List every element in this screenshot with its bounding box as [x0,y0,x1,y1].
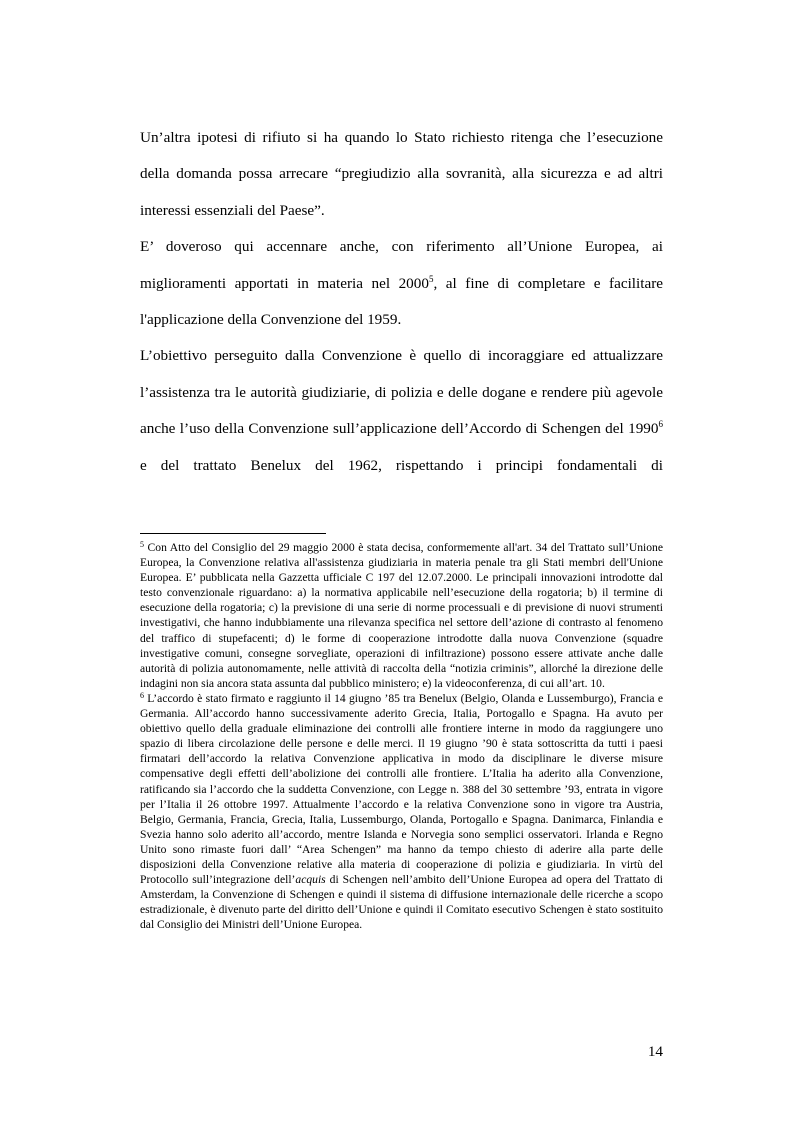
footnote-number: 5 [140,540,144,549]
footnote-separator [140,533,326,534]
footnote-ref-5[interactable]: 5 [428,273,434,284]
paragraph-objective: L’obiettivo perseguito dalla Convenzione è quello di incoraggiare ed attualizzare l’assistenza tra le autorità giudiziarie, di polizia e delle dogane e rendere più agevole anche l’uso della Convenzione sull’applicazione dell’Accordo di Schengen del 1990$^6$ e del trattato Benelux del 1962, rispettando i principi fondamentali di [140,347,663,474]
paragraph-eu-improvements: E’ doveroso qui accennare anche, con riferimento all’Unione Europea, ai miglioramenti apportati in materia nel 2000$^5$, al fine di completare e facilitare l'applicazione della Convenzione del 1959. [140,238,663,329]
page-number: 14 [647,1043,663,1060]
footnote-number: 6 [140,690,144,700]
footnote-6: $^6$ L’accordo è stato firmato e raggiunto il 14 giugno ’85 tra Benelux (Belgio, Olanda e Lussemburgo), Francia e Germania. All’accordo hanno successivamente aderito Grecia, Italia, Portogallo e Spagna. Ha avuto per obiettivo quello della graduale eliminazione dei controlli alle frontiere interne in modo da raggiungere uno spazio di libera circolazione delle persone e delle merci. Il 19 giugno ’90 è stata sottoscritta da tutti i paesi firmatari dell’accordo la relativa Convenzione applicativa in modo da disciplinare le diverse misure compensative degli effetti dell’abolizione dei controlli alle frontiere. L’Italia ha aderito alla Convenzione, ratificando sia l’accordo che la suddetta Convenzione, con Legge n. 388 del 30 settembre ’93, entrata in vigore per l’Italia il 26 ottobre 1997. Attualmente l’accordo e la relativa Convenzione sono in vigore tra Austria, Belgio, Germania, Francia, Grecia, Italia, Lussemburgo, Olanda, Portogallo e Spagna. Danimarca, Finlandia e Svezia hanno solo aderito all’accordo, mentre Islanda e Norvegia sono semplici osservatori. Irlanda e Regno Unito sono rimaste fuori dall’ “Area Schengen” ma hanno da tempo chiesto di aderire alla parte delle disposizioni della Convenzione relative alla materia di cooperazione di polizia e giudiziaria. In virtù del Protocollo sull’integrazione dell’acquis di Schengen nell’ambito dell’Unione Europea ad opera del Trattato di Amsterdam, la Convenzione di Schengen e quindi il sistema di diffusione internazionale delle ricerche a scopo estradizionale, è divenuto parte del diritto dell’Unione e quindi il Comitato esecutivo Schengen è stato sostituito dal Consiglio dei Ministri dell’Unione Europea. [140,690,663,932]
main-text [140,120,663,484]
footnote-ref-6[interactable]: 6 [658,419,663,430]
footnotes [140,540,663,932]
footnote-5: $^5$ Con Atto del Consiglio del 29 maggio 2000 è stata decisa, conformemente all'art. 34 del Trattato sull’Unione Europea, la Convenzione relativa all'assistenza giudiziaria in materia penale tra gli Stati membri dell'Unione Europea. E’ pubblicata nella Gazzetta ufficiale C 197 del 12.07.2000. Le principali innovazioni introdotte dal testo convenzionale riguardano: a) la normativa applicabile nell’esecuzione della rogatoria; b) il termine di esecuzione della rogatoria; c) la previsione di una serie di norme processuali e di previsione di nuovi strumenti investigativi, che hanno indubbiamente una rilevanza specifica nel settore dell’azione di contrasto al fenomeno del traffico di stupefacenti; d) le forme di cooperazione introdotte dalla nuova Convenzione (squadre investigative comuni, consegne sorvegliate, operazioni di infiltrazione) possono essere attivate anche dalle autorità di polizia autonomamente, nelle attività di raccolta della “notizia criminis”, allorché la direzione delle indagini non sia ancora stata assunta dal pubblico ministero; e) la videoconferenza, di cui all’art. 10. [140,540,663,690]
paragraph-refusal: Un’altra ipotesi di rifiuto si ha quando lo Stato richiesto ritenga che l’esecuzione della domanda possa arrecare “pregiudizio alla sovranità, alla sicurezza e ad altri interessi essenziali del Paese”. [140,129,663,219]
